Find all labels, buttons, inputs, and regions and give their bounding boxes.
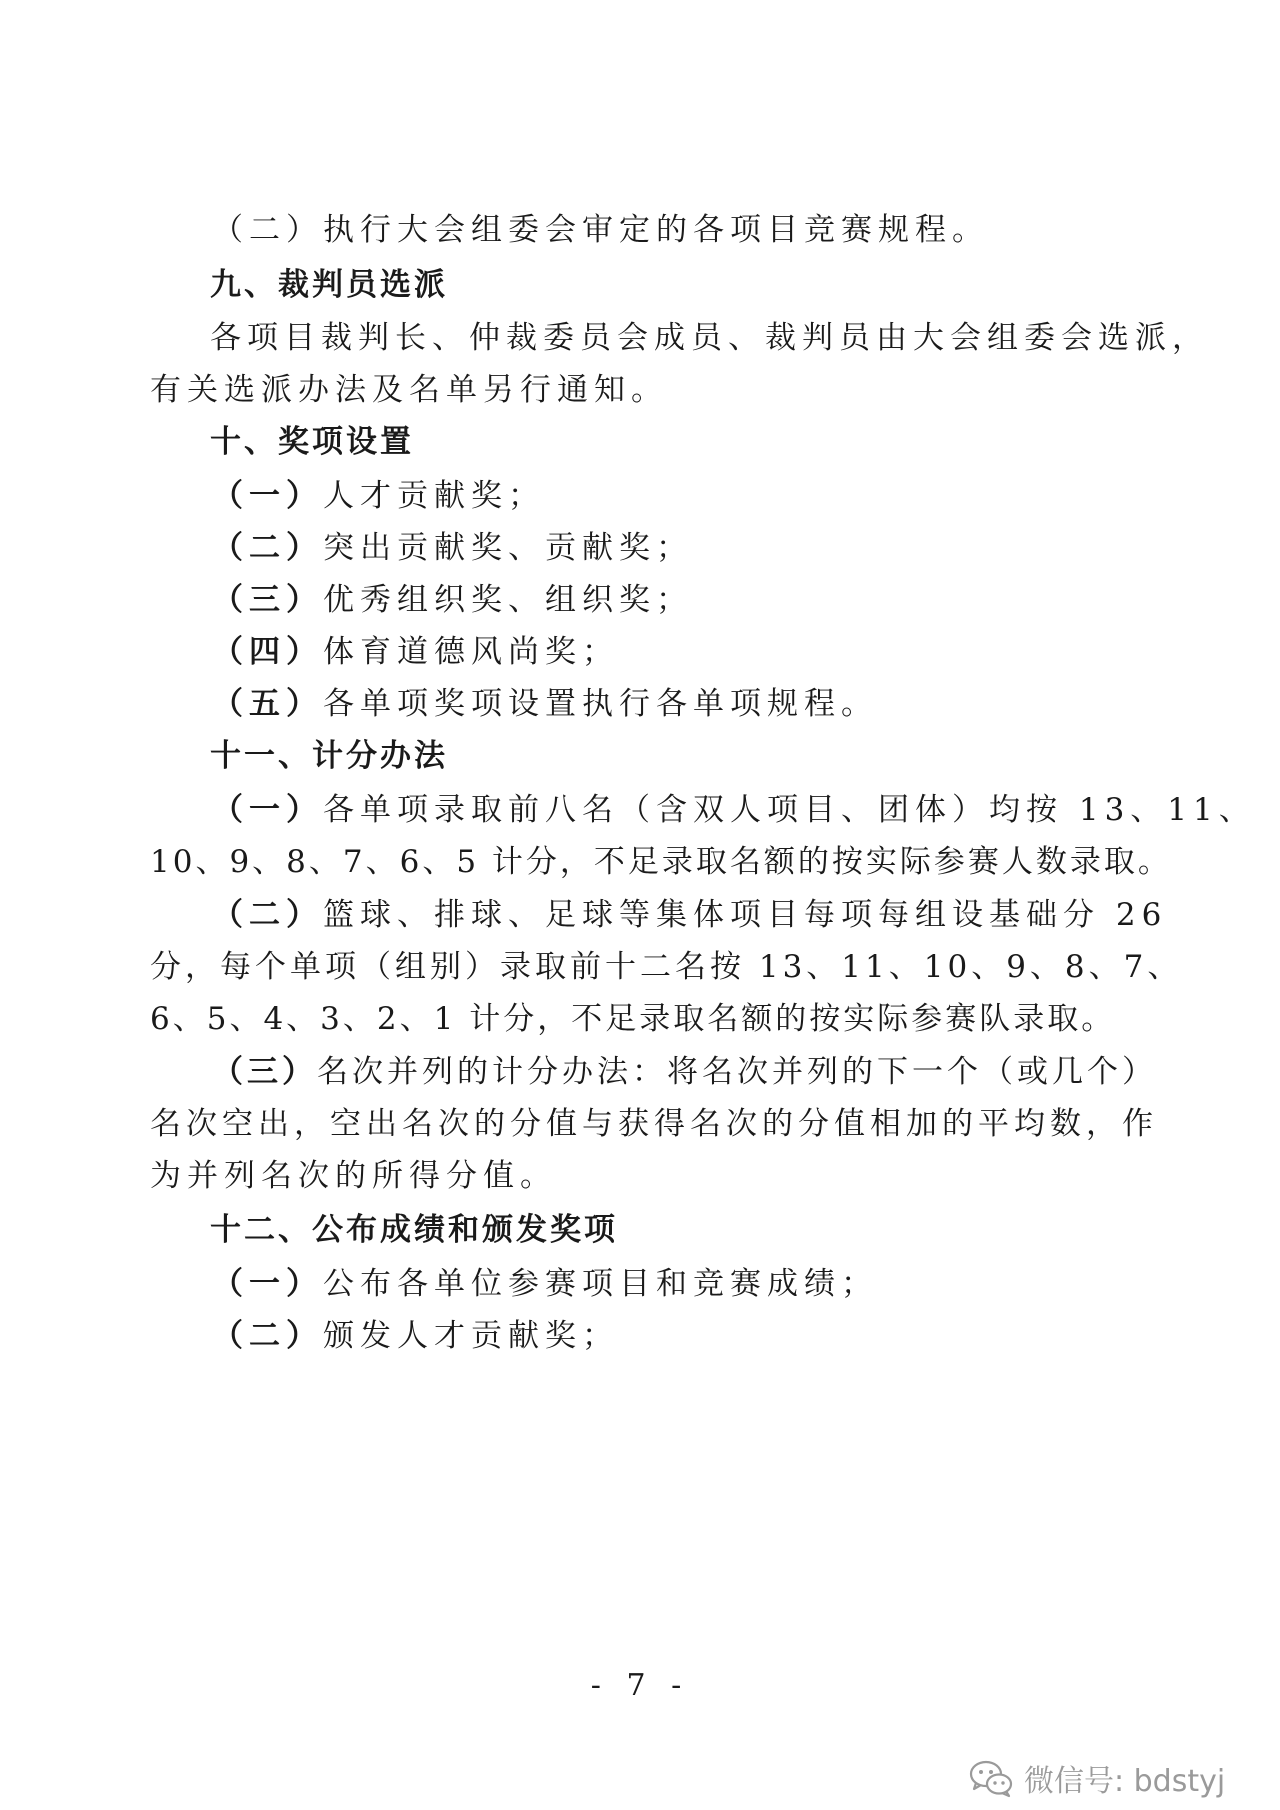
item-text: 突出贡献奖、贡献奖； [323,530,693,566]
item-number: （四） [212,634,323,670]
item-number: （二） [212,530,323,566]
item-line [212,528,693,568]
item-text: 篮球、排球、足球等集体项目每项每组设基础分 26 [323,897,1168,933]
item-text: 颁发人才贡献奖； [323,1318,619,1354]
item-line [212,210,989,250]
item-line [212,1052,1157,1092]
section-heading: 十一、计分办法 [210,738,448,774]
item-line [212,1264,878,1304]
item-number: （一） [212,1266,323,1302]
section-heading: 十二、公布成绩和颁发奖项 [210,1212,618,1248]
item-line [212,1316,619,1356]
paragraph-line: 为并列名次的所得分值。 [150,1158,557,1194]
item-number: （三） [212,582,323,618]
paragraph-line: 有关选派办法及名单另行通知。 [150,372,668,408]
item-number: （二） [212,897,323,933]
item-text: 公布各单位参赛项目和竞赛成绩； [323,1266,878,1302]
page-number: - 7 - [590,1668,690,1703]
item-number: （一） [212,792,323,828]
section-heading: 十、奖项设置 [210,424,414,460]
item-text: 各单项奖项设置执行各单项规程。 [323,686,878,722]
paragraph-line: 名次空出，空出名次的分值与获得名次的分值相加的平均数，作 [150,1106,1158,1142]
item-text: 人才贡献奖； [323,478,545,514]
item-text: 各单项录取前八名（含双人项目、团体）均按 13、11、 [323,792,1256,828]
paragraph-line: 10、9、8、7、6、5 计分，不足录取名额的按实际参赛人数录取。 [150,844,1172,880]
wechat-icon [968,1758,1014,1798]
watermark-text: 微信号: bdstyj [1024,1764,1226,1799]
item-number: （二） [212,1318,323,1354]
paragraph-line: 分，每个单项（组别）录取前十二名按 13、11、10、9、8、7、 [150,949,1183,985]
paragraph-line: 各项目裁判长、仲裁委员会成员、裁判员由大会组委会选派， [210,320,1209,356]
item-line [212,790,1256,830]
item-number: （一） [212,478,323,514]
item-number: （三） [212,1054,317,1090]
paragraph-line: 6、5、4、3、2、1 计分，不足录取名额的按实际参赛队录取。 [150,1001,1116,1037]
item-text: 名次并列的计分办法：将名次并列的下一个（或几个） [317,1054,1157,1090]
section-heading: 九、裁判员选派 [210,267,448,303]
item-line [212,476,545,516]
item-text: 优秀组织奖、组织奖； [323,582,693,618]
item-line [212,684,878,724]
item-line [212,580,693,620]
item-line [212,632,619,672]
item-number: （二） [212,212,323,248]
item-number: （五） [212,686,323,722]
wechat-watermark [968,1756,1225,1800]
item-text: 体育道德风尚奖； [323,634,619,670]
item-line [212,895,1167,935]
item-text: 执行大会组委会审定的各项目竞赛规程。 [323,212,989,248]
